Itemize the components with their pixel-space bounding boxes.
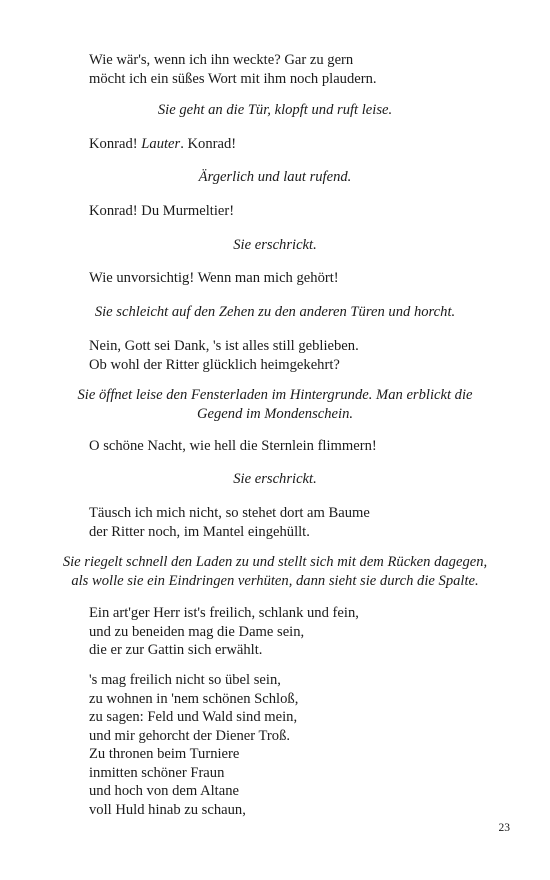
- stage-direction: [0, 303, 550, 322]
- verse-line: zu sagen: Feld und Wald sind mein,: [89, 709, 298, 725]
- stage-direction-line: Sie geht an die Tür, klopft und ruft leise.: [157, 102, 393, 118]
- page-number: 23: [498, 822, 510, 834]
- verse-line: der Ritter noch, im Mantel eingehüllt.: [89, 523, 310, 540]
- verse-line: Wie unvorsichtig! Wenn man mich gehört!: [89, 270, 339, 286]
- verse-line: und mir gehorcht der Diener Troß.: [89, 727, 291, 744]
- verse-line: und hoch von dem Altane: [89, 783, 239, 799]
- stage-direction: [0, 168, 550, 187]
- verse-block: [89, 269, 339, 288]
- verse-line: voll Huld hinab zu schaun,: [89, 801, 246, 818]
- verse-block: [89, 604, 359, 660]
- verse-line: und zu beneiden mag die Dame sein,: [89, 623, 305, 640]
- verse-line: Nein, Gott sei Dank, 's ist alles still geblieben.: [89, 338, 359, 354]
- stage-direction-line: Gegend im Mondenschein.: [196, 405, 354, 422]
- verse-block: [89, 202, 234, 221]
- verse-line: Konrad! Du Murmeltier!: [89, 203, 235, 219]
- stage-direction-line: Sie schleicht auf den Zehen zu den anderen Türen und horcht.: [94, 304, 456, 320]
- stage-direction: [0, 236, 550, 255]
- verse-block: [89, 135, 236, 154]
- stage-direction: [0, 470, 550, 489]
- verse-block: [89, 671, 298, 819]
- verse-line: Ob wohl der Ritter glücklich heimgekehrt?: [89, 356, 340, 373]
- stage-direction-line: als wolle sie ein Eindringen verhüten, dann sieht sie durch die Spalte.: [71, 572, 479, 589]
- verse-line: inmitten schöner Fraun: [89, 764, 225, 781]
- verse-block: [89, 437, 377, 456]
- stage-direction-line: Sie riegelt schnell den Laden zu und stellt sich mit dem Rücken dagegen,: [62, 554, 488, 570]
- verse-text: . Konrad!: [180, 136, 237, 152]
- verse-line: die er zur Gattin sich erwählt.: [89, 642, 263, 658]
- verse-line: O schöne Nacht, wie hell die Sternlein flimmern!: [89, 438, 377, 454]
- verse-block: [89, 51, 377, 88]
- stage-direction: [0, 101, 550, 120]
- verse-line: zu wohnen in 'nem schönen Schloß,: [89, 690, 299, 707]
- inline-stage-direction: Lauter: [141, 136, 181, 152]
- stage-direction-line: Sie erschrickt.: [233, 471, 317, 487]
- verse-text: Konrad!: [89, 136, 142, 152]
- verse-line: Täusch ich mich nicht, so stehet dort am Baume: [89, 505, 370, 521]
- stage-direction: [0, 386, 550, 423]
- stage-direction-line: Ärgerlich und laut rufend.: [198, 169, 352, 185]
- stage-direction: [0, 553, 550, 590]
- verse-line: 's mag freilich nicht so übel sein,: [89, 672, 281, 688]
- verse-block: [89, 504, 370, 541]
- stage-direction-line: Sie erschrickt.: [233, 237, 317, 253]
- verse-line: [89, 135, 236, 154]
- verse-line: möcht ich ein süßes Wort mit ihm noch plaudern.: [89, 70, 377, 87]
- verse-block: [89, 337, 359, 374]
- verse-line: Ein art'ger Herr ist's freilich, schlank und fein,: [89, 605, 359, 621]
- stage-direction-line: Sie öffnet leise den Fensterladen im Hintergrunde. Man erblickt die: [77, 387, 473, 403]
- verse-line: Wie wär's, wenn ich ihn weckte? Gar zu gern: [89, 52, 354, 68]
- verse-line: Zu thronen beim Turniere: [89, 746, 240, 762]
